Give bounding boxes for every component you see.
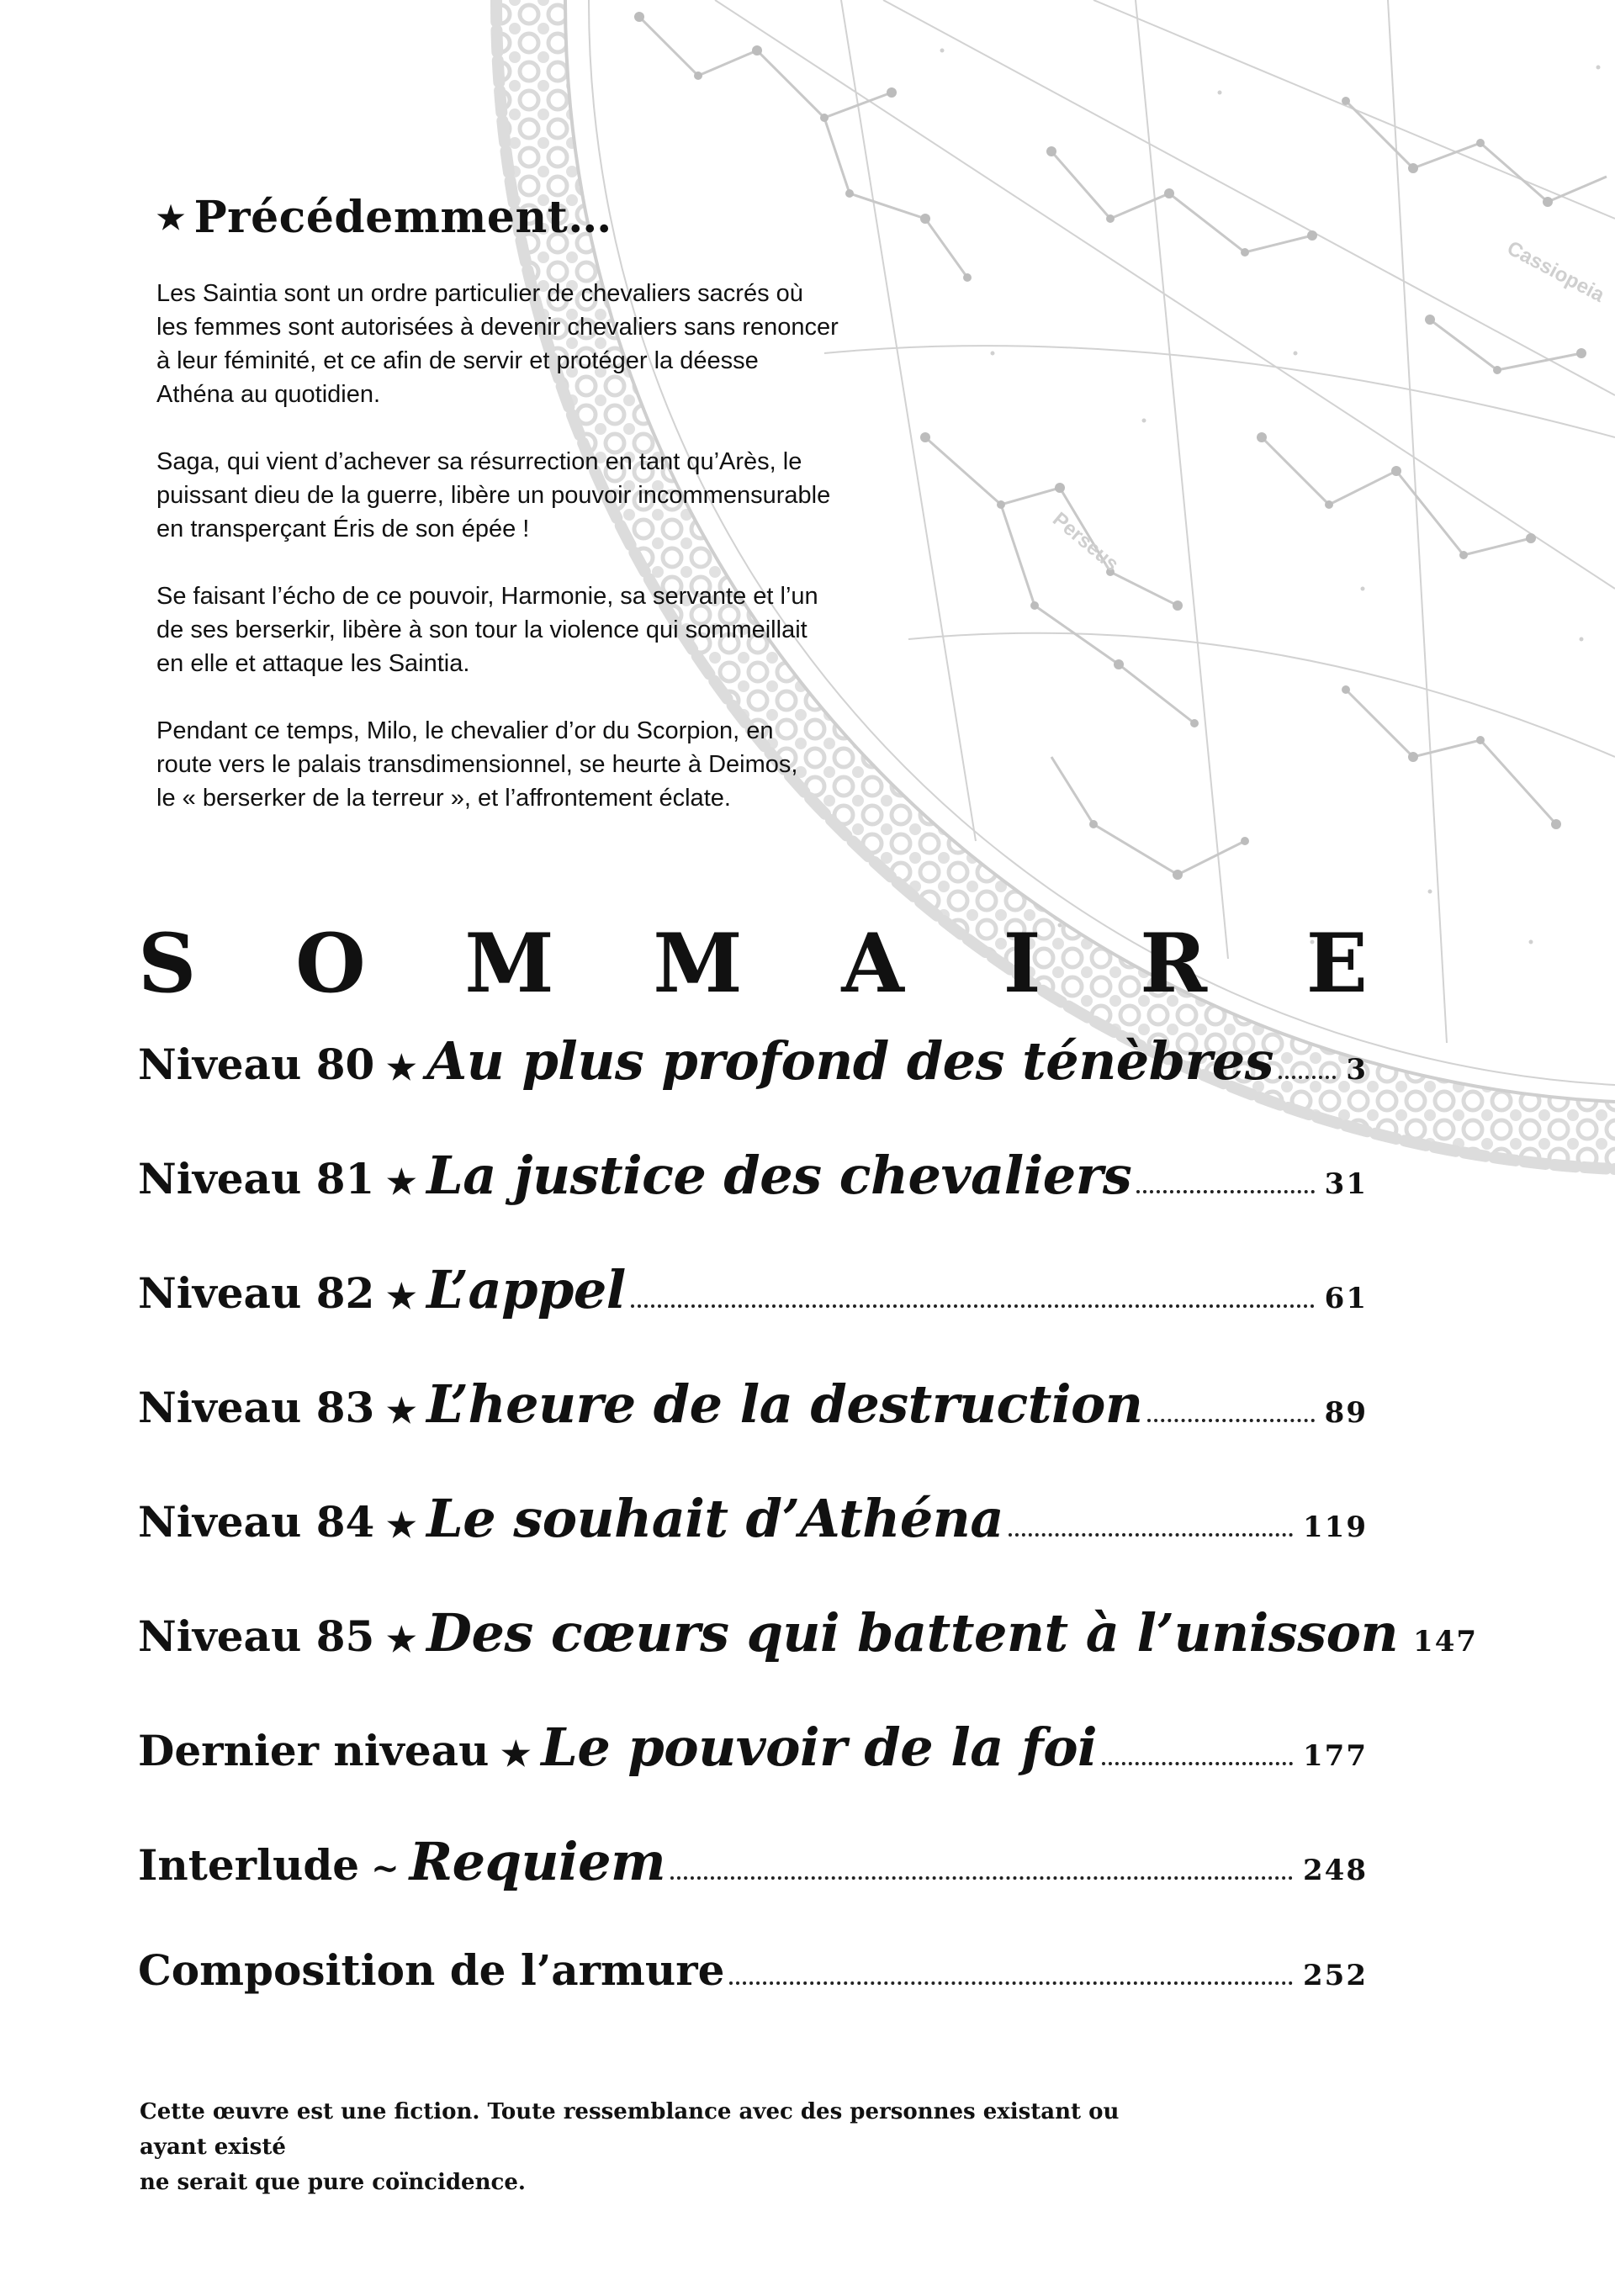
toc-chapter-title: Des cœurs qui battent à l’unisson	[426, 1602, 1399, 1664]
toc-dot-leader	[1009, 1533, 1293, 1537]
toc-chapter-title: L’appel	[426, 1259, 626, 1320]
toc-page-number: 248	[1303, 1854, 1368, 1887]
toc-chapter-title: La justice des chevaliers	[426, 1145, 1132, 1206]
star-icon: ★	[386, 1162, 417, 1202]
toc-dot-leader	[670, 1876, 1293, 1880]
constellation-label-cassiopeia: Cassiopeia	[1503, 236, 1608, 307]
toc-level-label: Niveau 85	[138, 1611, 375, 1661]
toc-page-number: 61	[1324, 1282, 1368, 1315]
toc-page-number: 89	[1324, 1396, 1368, 1430]
toc-dot-leader	[1102, 1762, 1293, 1765]
star-icon: ★	[386, 1048, 417, 1087]
sommaire-letter: M	[653, 915, 743, 1011]
table-of-contents	[138, 1030, 1479, 2060]
star-icon: ★	[156, 198, 186, 236]
toc-level-label: Niveau 81	[138, 1154, 375, 1204]
toc-dot-leader	[1147, 1419, 1314, 1422]
toc-level-label: Niveau 80	[138, 1040, 375, 1089]
sommaire-heading	[138, 913, 1368, 1013]
recap-title: Précédemment…	[193, 192, 612, 243]
recap-paragraph: Se faisant l’écho de ce pouvoir, Harmonie, sa servante et l’un de ses berserkir, libère à son tour la violence qui sommeillait en elle et attaque les Saintia.	[156, 583, 818, 677]
toc-entry-niveau-83[interactable]	[138, 1373, 1368, 1488]
toc-dot-leader	[729, 1981, 1293, 1985]
star-icon: ★	[386, 1620, 417, 1659]
toc-dot-leader	[631, 1304, 1315, 1308]
sommaire-letter: R	[1140, 915, 1208, 1011]
toc-page-number: 31	[1324, 1167, 1368, 1201]
fiction-disclaimer: Cette œuvre est une fiction. Toute ressemblance avec des personnes existant ou ayant existé ne serait que pure coïncidence.	[140, 2099, 1120, 2195]
toc-entry-niveau-82[interactable]	[138, 1259, 1368, 1373]
toc-chapter-title: L’heure de la destruction	[426, 1373, 1143, 1435]
star-icon: ★	[386, 1277, 417, 1316]
toc-chapter-title: Le souhait d’Athéna	[426, 1488, 1004, 1549]
toc-page-number: 252	[1303, 1959, 1368, 1992]
toc-page-number: 177	[1303, 1739, 1368, 1773]
toc-dot-leader	[1279, 1076, 1336, 1079]
toc-entry-dernier-niveau[interactable]	[138, 1717, 1368, 1831]
toc-page-number: 147	[1413, 1625, 1479, 1659]
toc-dot-leader	[1136, 1190, 1314, 1193]
toc-level-label: Niveau 83	[138, 1383, 375, 1432]
tilde-separator: ~	[371, 1849, 400, 1888]
toc-entry-niveau-84[interactable]	[138, 1488, 1368, 1602]
sommaire-letter: E	[1305, 915, 1368, 1011]
star-icon: ★	[386, 1505, 417, 1545]
toc-entry-niveau-81[interactable]	[138, 1145, 1368, 1259]
star-icon: ★	[500, 1734, 532, 1774]
toc-entry-niveau-85[interactable]	[138, 1602, 1479, 1717]
sommaire-letter: M	[464, 915, 554, 1011]
sommaire-letter: O	[295, 915, 366, 1011]
star-icon: ★	[386, 1391, 417, 1431]
toc-chapter-title: Au plus profond des ténèbres	[426, 1030, 1274, 1092]
constellation-label-perseus: Perseus	[1048, 507, 1124, 576]
recap-paragraph: Saga, qui vient d’achever sa résurrection en tant qu’Arès, le puissant dieu de la guerre, libère un pouvoir incommensurable en transperçant Éris de son épée !	[156, 448, 831, 542]
toc-page-number: 3	[1346, 1053, 1368, 1087]
recap-section	[156, 192, 913, 849]
toc-entry-interlude[interactable]	[138, 1831, 1368, 1945]
toc-level-label: Dernier niveau	[138, 1726, 490, 1775]
toc-page-number: 119	[1303, 1510, 1368, 1544]
recap-paragraph: Les Saintia sont un ordre particulier de chevaliers sacrés où les femmes sont autorisées à devenir chevaliers sans renoncer à leur féminité, et ce afin de servir et protéger la déesse Athéna au quotidien.	[156, 280, 839, 408]
toc-chapter-title: Requiem	[409, 1831, 666, 1892]
toc-level-label: Interlude	[138, 1840, 360, 1890]
toc-chapter-title: Le pouvoir de la foi	[541, 1717, 1098, 1778]
toc-chapter-title: Composition de l’armure	[138, 1945, 725, 1995]
sommaire-letter: A	[841, 915, 904, 1011]
toc-entry-niveau-80[interactable]	[138, 1030, 1368, 1145]
toc-level-label: Niveau 82	[138, 1268, 375, 1318]
sommaire-letter: I	[1003, 915, 1041, 1011]
recap-paragraph: Pendant ce temps, Milo, le chevalier d’or du Scorpion, en route vers le palais transdimensionnel, se heurte à Deimos, le « berserker de la terreur », et l’affrontement éclate.	[156, 717, 798, 812]
toc-entry-composition[interactable]	[138, 1945, 1368, 2060]
recap-heading	[156, 192, 913, 243]
toc-level-label: Niveau 84	[138, 1497, 375, 1547]
sommaire-letter: S	[138, 915, 197, 1011]
